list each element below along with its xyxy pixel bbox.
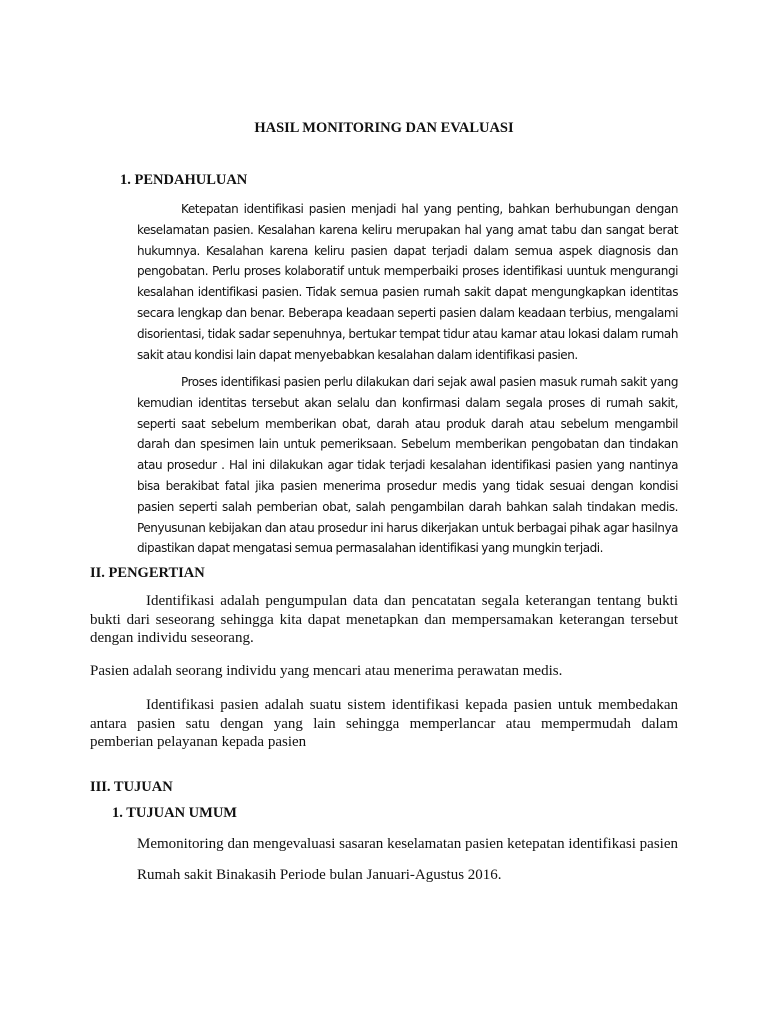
section-heading-pendahuluan: 1. PENDAHULUAN: [120, 172, 248, 188]
paragraph-pengertian-identifikasi: Identifikasi adalah pengumpulan data dan pencatatan segala keterangan tentang bukti bukti dari seseorang sehingga kita dapat menetapkan dan mempersamakan keterangan tersebut dengan individu seseorang.: [90, 593, 678, 646]
document-title: HASIL MONITORING DAN EVALUASI: [254, 120, 514, 136]
subheading-tujuan-umum: 1. TUJUAN UMUM: [112, 805, 237, 821]
paragraph-tujuan-umum: Memonitoring dan mengevaluasi sasaran keselamatan pasien ketepatan identifikasi pasien Rumah sakit Binakasih Periode bulan Januari-Agustus 2016.: [137, 836, 678, 883]
section-heading-tujuan: III. TUJUAN: [90, 779, 173, 795]
paragraph-pendahuluan-2: Proses identifikasi pasien perlu dilakukan dari sejak awal pasien masuk rumah sakit yang kemudian identitas tersebut akan selalu dan konfirmasi dalam segala proses di rumah sakit, seperti saat sebelum memberikan obat, darah atau produk darah atau sebelum mengambil darah dan spesimen lain untuk pemeriksaan. Sebelum memberikan pengobatan dan tindakan atau prosedur . Hal ini dilakukan agar tidak terjadi kesalahan identifikasi pasien yang nantinya bisa berakibat fatal jika pasien menerima prosedur medis yang tidak sesuai dengan kondisi pasien seperti salah pemberian obat, salah pengambilan darah bahkan salah tindakan medis. Penyusunan kebijakan dan atau prosedur ini harus dikerjakan untuk berbagai pihak agar hasilnya dipastikan dapat mengatasi semua permasalahan identifikasi yang mungkin terjadi.: [137, 375, 678, 556]
paragraph-pendahuluan-1: Ketepatan identifikasi pasien menjadi hal yang penting, bahkan berhubungan dengan keselamatan pasien. Kesalahan karena keliru merupakan hal yang amat tabu dan sangat berat hukumnya. Kesalahan karena keliru pasien dapat terjadi dalam semua aspek diagnosis dan pengobatan. Perlu proses kolaboratif untuk memperbaiki proses identifikasi uuntuk mengurangi kesalahan identifikasi pasien. Tidak semua pasien rumah sakit dapat mengungkapkan identitas secara lengkap dan benar. Beberapa keadaan seperti pasien dalam keadaan terbius, mengalami disorientasi, tidak sadar sepenuhnya, bertukar tempat tidur atau kamar atau lokasi dalam rumah sakit atau kondisi lain dapat menyebabkan kesalahan dalam identifikasi pasien.: [137, 202, 678, 362]
paragraph-pengertian-pasien: Pasien adalah seorang individu yang mencari atau menerima perawatan medis.: [90, 663, 563, 679]
section-heading-pengertian: II. PENGERTIAN: [90, 565, 205, 581]
paragraph-pengertian-identifikasi-pasien: Identifikasi pasien adalah suatu sistem identifikasi kepada pasien untuk membedakan antara pasien satu dengan yang lain sehingga memperlancar atau mempermudah dalam pemberian pelayanan kepada pasien: [90, 697, 678, 750]
